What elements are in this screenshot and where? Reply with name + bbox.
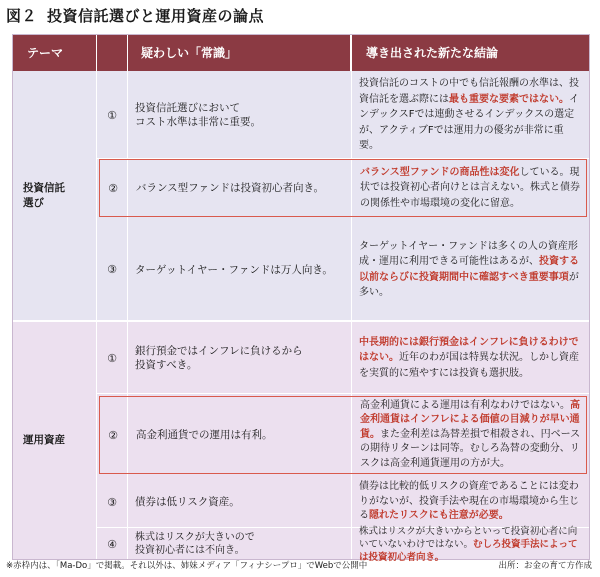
row-claim	[135, 219, 350, 320]
row-number: ③	[107, 263, 117, 276]
row-number: ②	[108, 181, 118, 195]
row-claim	[136, 160, 351, 216]
conclusion-text: 株式はリスクが大きいからといって投資初心者に向いていないわけではない。	[359, 525, 578, 550]
row-claim	[135, 529, 350, 559]
figure-title	[6, 4, 596, 28]
table-row	[97, 476, 589, 528]
conclusion-text: また金利差は為替差損で相殺され、円ベースの期待リターンは同等。むしろ為替の変動分、リスクは高金利通貨運用の方が大。	[360, 428, 581, 469]
conclusion-text: 高金利通貨による運用は有利なわけではない。	[360, 399, 570, 411]
claim-text: 高金利通貨での運用は有利。	[136, 429, 273, 441]
conclusion-text: が多い。	[359, 271, 579, 298]
conclusion-text: インデックスFでは連動させるインデックスの選定が、アクティブFでは運用力の優劣が非常に重要。	[359, 93, 579, 152]
row-conclusion	[360, 160, 582, 216]
table-row-highlighted	[99, 396, 587, 474]
row-conclusion	[359, 525, 581, 563]
claim-text: ターゲットイヤー・ファンドは万人向き。	[135, 263, 333, 276]
row-conclusion	[359, 322, 581, 394]
table-row-highlighted	[99, 159, 587, 217]
row-claim	[135, 322, 350, 394]
source-credit: 出所：お金の育て方作成	[498, 561, 592, 571]
table-row	[97, 525, 589, 563]
table-row	[97, 71, 589, 159]
header-conclusion: 導き出された新たな結論	[352, 35, 589, 71]
row-claim	[135, 71, 350, 159]
theme-label: 投資信託 選び	[23, 182, 65, 209]
theme-label: 運用資産	[23, 433, 65, 446]
comparison-table	[12, 34, 590, 563]
claim-text: 株式はリスクが大きいので 投資初心者には不向き。	[135, 532, 255, 556]
table-row	[97, 322, 589, 394]
table-row	[97, 219, 589, 320]
header-theme: テーマ	[13, 35, 96, 71]
theme-cell-fund-selection	[13, 71, 96, 321]
conclusion-text: 債券は比較的低リスクの資産であることには変わりがないが、投資手法や現在の市場環境から生じる	[359, 481, 579, 522]
row-number: ①	[107, 108, 117, 122]
conclusion-text: ターゲットイヤー・ファンドは多くの人の資産形成・運用に利用できる可能性はあるが、	[359, 240, 578, 267]
header-claim: 疑わしい「常識」	[127, 35, 350, 71]
figure-title-text: 投資信託選びと運用資産の論点	[47, 7, 265, 25]
conclusion-highlight: 投資する以前ならびに投資期間中に確認すべき重要事項	[359, 256, 579, 283]
row-number: ③	[107, 495, 117, 509]
row-number: ④	[107, 537, 117, 551]
figure-number: 図２	[6, 7, 38, 25]
footnote: ※赤枠内は、「Ma-Do」で掲載。それ以外は、姉妹メディア「フィナシープロ」でWebで公開中	[6, 561, 368, 571]
row-claim	[135, 476, 350, 528]
claim-text: 投資信託選びにおいて コスト水準は非常に重要。	[135, 102, 261, 128]
row-number: ①	[107, 351, 117, 365]
claim-text: バランス型ファンドは投資初心者向き。	[136, 182, 325, 194]
conclusion-text: している。現状では投資初心者向けとは言えない。株式と債券の関係性や市場環境の変化に留意。	[360, 166, 580, 209]
theme-cell-asset-management	[13, 321, 96, 559]
row-conclusion	[359, 476, 581, 528]
conclusion-text: 投資信託のコストの中でも信託報酬の水準は、投資信託を選ぶ際には	[359, 78, 579, 105]
row-conclusion	[359, 219, 581, 320]
header-gap	[96, 35, 127, 71]
claim-text: 債券は低リスク資産。	[135, 496, 240, 508]
conclusion-text: 近年のわが国は特異な状況。しかし資産を実質的に殖やすには投資も選択肢。	[359, 352, 579, 379]
conclusion-highlight: 中長期的には銀行預金はインフレに負けるわけではない。	[359, 336, 579, 364]
row-number: ②	[108, 428, 118, 442]
conclusion-highlight: バランス型ファンドの商品性は変化	[360, 166, 520, 178]
row-conclusion	[359, 71, 581, 159]
claim-text: 銀行預金ではインフレに負けるから 投資すべき。	[135, 345, 303, 371]
row-conclusion	[360, 397, 582, 473]
conclusion-highlight: 高金利通貨はインフレによる価値の目減りが早い通貨。	[360, 399, 580, 440]
conclusion-highlight: むしろ投資手法によっては投資初心者向き。	[359, 538, 578, 563]
conclusion-highlight: 隠れたリスクにも注意が必要。	[369, 510, 509, 522]
conclusion-highlight: 最も重要な要素ではない。	[449, 93, 569, 105]
row-claim	[136, 397, 351, 473]
